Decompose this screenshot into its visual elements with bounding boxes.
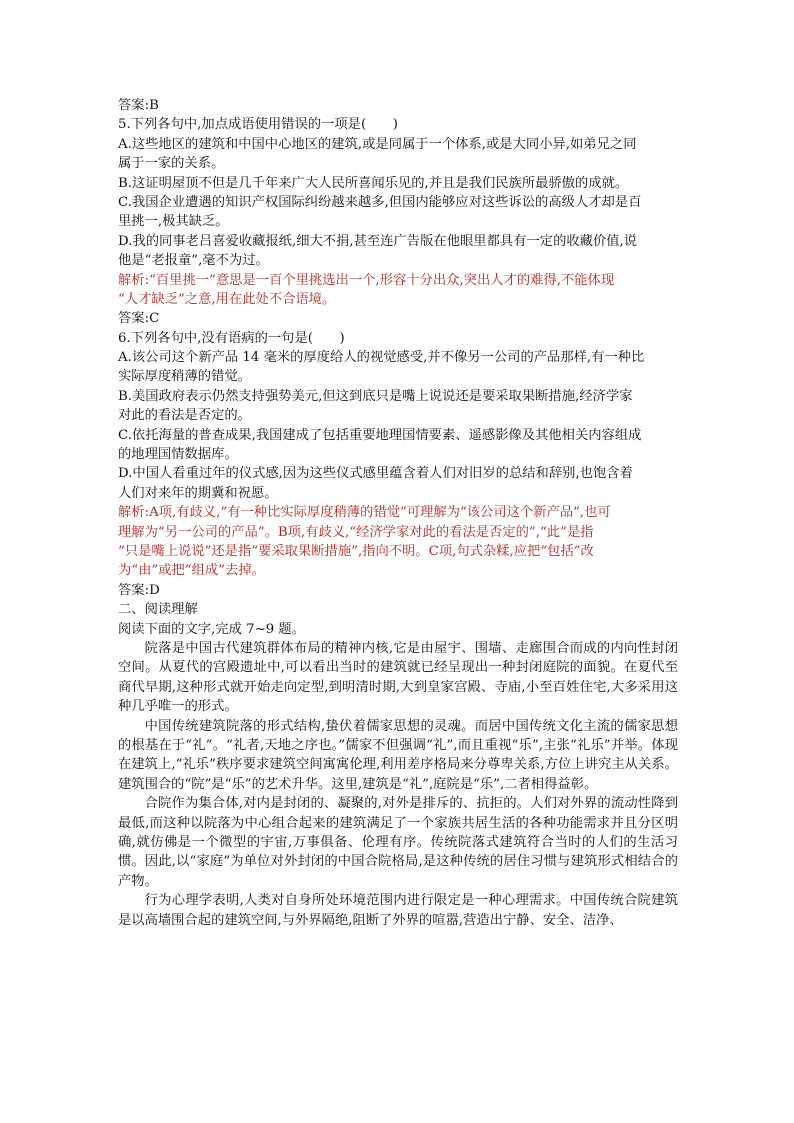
analysis-line: 解析:“百里挑一”意思是一百个里挑选出一个,形容十分出众,突出人才的难得,不能体现 <box>118 272 615 288</box>
analysis-line: “人才缺乏”之意,用在此处不合语境。 <box>118 291 336 307</box>
text-line: D.我的同事老吕喜爱收藏报纸,细大不捐,甚至连广告版在他眼里都具有一定的收藏价值,说 <box>118 233 638 249</box>
analysis-line: 为“由”或把“组成”去掉。 <box>118 563 265 579</box>
text-line: 5.下列各句中,加点成语使用错误的一项是( ) <box>118 117 398 133</box>
passage-paragraph: 合院作为集合体,对内是封闭的、凝聚的,对外是排斥的、抗拒的。人们对外界的流动性降到最低,而这种以院落为中心组合起来的建筑满足了一个家族共居生活的各种功能需求并且分区明确,就仿佛是一个微型的宇宙,万事俱备、伦理有序。传统院落式建筑符合当时的人们的生活习惯。因此,以“家庭”为单位对外封闭的中国合院格局,是这种传统的居住习惯与建筑形式相结合的产物。 <box>118 796 678 889</box>
text-line: C.依托海量的普查成果,我国建成了包括重要地理国情要素、遥感影像及其他相关内容组成 <box>118 427 642 443</box>
passage-paragraph: 行为心理学表明,人类对自身所处环境范围内进行限定是一种心理需求。中国传统合院建筑是以高墙围合起的建筑空间,与外界隔绝,阻断了外界的喧嚣,营造出宁静、安全、洁净、 <box>118 893 678 928</box>
text-line: 二、阅读理解 <box>118 602 198 618</box>
text-line: 答案:D <box>118 582 160 598</box>
reading-passage <box>118 639 678 930</box>
analysis-line: 理解为“另一公司的产品”。B项,有歧义,“经济学家对此的看法是否定的”,“此”是指 <box>118 524 594 540</box>
passage-paragraph: 院落是中国古代建筑群体布局的精神内核,它是由屋宇、围墙、走廊围合而成的内向性封闭空间。从夏代的宫殿遗址中,可以看出当时的建筑就已经呈现出一种封闭庭院的面貌。在夏代至商代早期,这种形式就开始走向定型,到明清时期,大到皇家宫殿、寺庙,小至百姓住宅,大多采用这种几乎唯一的形式。 <box>118 640 678 715</box>
text-line: 里挑一,极其缺乏。 <box>118 214 229 230</box>
text-line: 人们对来年的期冀和祝愿。 <box>118 485 278 501</box>
text-line: 对此的看法是否定的。 <box>118 408 251 424</box>
text-line: D.中国人看重过年的仪式感,因为这些仪式感里蕴含着人们对旧岁的总结和辞别,也饱含着 <box>118 466 633 482</box>
text-line: 的地理国情数据库。 <box>118 447 238 463</box>
passage-paragraph: 中国传统建筑院落的形式结构,蛰伏着儒家思想的灵魂。而居中国传统文化主流的儒家思想的根基在于“礼”。“礼者,天地之序也。”儒家不但强调“礼”,而且重视“乐”,主张“礼乐”并举。体现在建筑上,“礼乐”秩序要求建筑空间寓寓伦理,利用差序格局来分尊卑关系,方位上讲究主从关系。建筑围合的“院”是“乐”的艺术升华。这里,建筑是“礼”,庭院是“乐”,二者相得益彰。 <box>118 718 678 792</box>
text-line: B.这证明屋顶不但是几千年来广大人民所喜闻乐见的,并且是我们民族所最骄傲的成就。 <box>118 175 629 191</box>
text-line: B.美国政府表示仍然支持强势美元,但这到底只是嘴上说说还是要采取果断措施,经济学家 <box>118 388 633 404</box>
text-line: A.该公司这个新产品 14 毫米的厚度给人的视觉感受,并不像另一公司的产品那样,有一种比 <box>118 350 645 366</box>
text-line: 答案:C <box>118 311 160 327</box>
text-line: 6.下列各句中,没有语病的一句是( ) <box>118 330 345 346</box>
text-line: 属于一家的关系。 <box>118 156 225 172</box>
text-line: 实际厚度稍薄的错觉。 <box>118 369 251 385</box>
exam-questions <box>118 96 678 639</box>
document-body <box>118 96 678 930</box>
text-line: 他是“老报童”,毫不为过。 <box>118 253 269 269</box>
text-line: C.我国企业遭遇的知识产权国际纠纷越来越多,但国内能够应对这些诉讼的高级人才却是百 <box>118 194 642 210</box>
analysis-line: “只是嘴上说说”还是指“要采取果断措施”,指向不明。C项,句式杂糅,应把“包括”改 <box>118 543 594 559</box>
text-line: A.这些地区的建筑和中国中心地区的建筑,或是同属于一个体系,或是大同小异,如弟兄之同 <box>118 136 637 152</box>
text-line: 阅读下面的文字,完成 7~9 题。 <box>118 621 306 637</box>
analysis-line: 解析:A项,有歧义,“有一种比实际厚度稍薄的错觉”可理解为“该公司这个新产品”,也可 <box>118 505 611 521</box>
text-line: 答案:B <box>118 98 159 113</box>
